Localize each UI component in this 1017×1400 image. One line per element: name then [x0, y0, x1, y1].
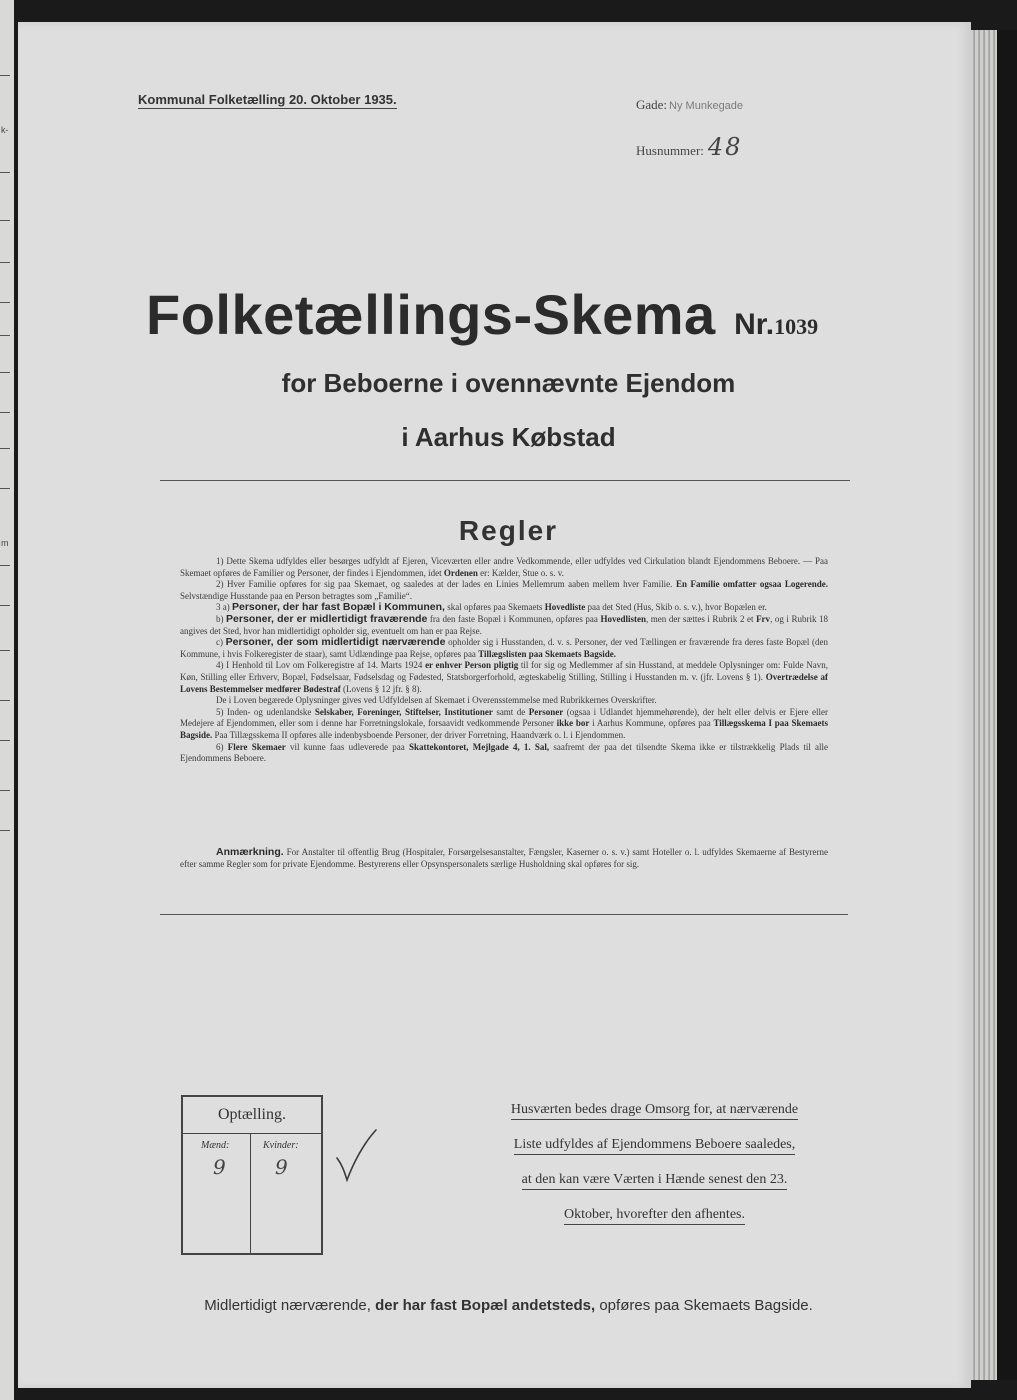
form-number	[734, 308, 818, 341]
margin-letter: k-	[1, 125, 9, 135]
form-subtitle: for Beboerne i ovennævnte Ejendom	[281, 368, 736, 398]
form-number-label: Nr.	[734, 308, 775, 341]
rule-4: 4) I Henhold til Lov om Folkeregistre af 14. Marts 1924 er enhver Person pligtig til for sig og Medlemmer af sin Husstand, at meddele Oplysninger om: Fulde Navn, Køn, Stilling eller Erhverv, Bopæl, Fødselsaar, Fødselsdag og Fødested, Statsborgerforhold, ægteskabelig Stilling, Stilling i Husstanden m. v. (jfr. Lovens § 1). Overtrædelse af Lovens Bestemmelser medfører Bødestraf (Lovens § 12 jfr. § 8).	[180, 660, 829, 694]
rule-3a: 3 a) Personer, der har fast Bopæl i Kommunen, skal opføres paa Skemaets Hovedliste paa det Sted (Hus, Skib o. s. v.), hvor Bopælen er.	[216, 601, 767, 614]
count-title: Optælling.	[183, 1097, 321, 1134]
notice-line: at den kan være Værten i Hænde senest den 23.	[522, 1172, 788, 1190]
street-value: Ny Munkegade	[669, 100, 744, 112]
men-count: 9	[213, 1155, 226, 1179]
check-mark-icon	[335, 1128, 379, 1184]
remark-label: Anmærkning.	[216, 846, 284, 858]
women-label: Kvinder:	[263, 1140, 299, 1151]
men-label: Mænd:	[201, 1140, 230, 1151]
remark-text: For Anstalter til offentlig Brug (Hospitaler, Forsørgelsesanstalter, Fængsler, Kaserner o. s. v.) samt Hoteller o. l. udfyldes Skemaerne af Bestyrerne efter samme Regler som for private Ejendomme. Bestyrerens eller Opsynspersonalets særlige Husholdning skal opføres for sig.	[180, 847, 829, 869]
house-number-value: 48	[707, 133, 743, 161]
form-number-value: 1039	[774, 314, 819, 339]
rule-2: 2) Hver Familie opføres for sig paa Skemaet, og saaledes at der lades en Linies Mellemrum aaben mellem hver Familie. En Familie omfatter ogsaa Logerende. Selvstændige Husstande paa en Person betragtes som „Familie“.	[180, 579, 828, 601]
census-date-line: Kommunal Folketælling 20. Oktober 1935.	[138, 92, 397, 107]
street-field	[636, 97, 743, 113]
rule-3b: b) Personer, der er midlertidigt fraværende fra den faste Bopæl i Kommunen, opføres paa Hovedlisten, men der sættes i Rubrik 2 et Frv, og i Rubrik 18 angives det Sted, hvor han midlertidigt opholder sig, eventuelt om han er paa Rejse.	[180, 612, 828, 636]
remark	[180, 847, 828, 870]
margin-letter: m	[1, 538, 9, 548]
rule-3c: c) Personer, der som midlertidigt nærværende opholder sig i Husstanden, d. v. s. Personer, der ved Tællingen er fraværende fra deres faste Bopæl (den Kommune, i hvis Folkeregister de staar), samt Udlændinge paa Rejse, opføres paa Tillægslisten paa Skemaets Bagside.	[180, 636, 829, 659]
previous-page-edge	[0, 0, 14, 1400]
landlord-notice	[482, 1102, 827, 1242]
rule-6: 6) Flere Skemaer vil kunne faas udleverede paa Skattekontoret, Mejlgade 4, 1. Sal, saafremt der paa det tilsendte Skema ikke er tilstrækkelig Plads til alle Ejendommens Beboere.	[180, 741, 829, 764]
divider	[160, 480, 850, 481]
rule-4b: De i Loven begærede Oplysninger gives ved Udfyldelsen af Skemaet i Overensstemmelse med Rubrikkernes Overskrifter.	[216, 695, 657, 706]
rules-text	[180, 556, 828, 765]
footer-note: Midlertidigt nærværende, der har fast Bopæl andetsteds, opføres paa Skemaets Bagside.	[204, 1297, 813, 1314]
rule-5: 5) Inden- og udenlandske Selskaber, Foreninger, Stiftelser, Institutioner samt de Personer (ogsaa i Udlandet hjemmehørende), der helt eller delvis er Ejere eller Medejere af Ejendommen, eller som i denne har Forretningslokale, forsaavidt vedkommende Personer ikke bor i Aarhus Kommune, opføres paa Tillægsskema I paa Skemaets Bagside. Paa Tillægsskema II opføres alle indenbysboende Personer, der driver Forretning, Haandværk o. l. i Ejendommen.	[180, 706, 829, 740]
form-title	[146, 282, 886, 347]
notice-line: Husværten bedes drage Omsorg for, at nærværende	[511, 1102, 798, 1120]
rule-1: 1) Dette Skema udfyldes eller besørges udfyldt af Ejeren, Viceværten eller andre Vedkommende, eller udfyldes ved Cirkulation blandt Ejendommens Beboere. — Paa Skemaet opføres de Familier og Personer, der findes i Ejendommen, idet Ordenen er: Kælder, Stue o. s. v.	[180, 556, 828, 578]
form-location: i Aarhus Købstad	[401, 422, 616, 452]
house-number-label: Husnummer:	[636, 143, 704, 158]
page-stack-edges	[971, 30, 997, 1380]
count-box	[181, 1095, 323, 1255]
divider	[160, 914, 848, 915]
street-label: Gade:	[636, 97, 668, 112]
rules-heading: Regler	[458, 515, 559, 546]
women-count: 9	[275, 1155, 288, 1179]
house-number-field	[636, 133, 742, 161]
form-title-text: Folketællings-Skema	[146, 283, 716, 346]
notice-line: Liste udfyldes af Ejendommens Beboere saaledes,	[514, 1137, 795, 1155]
notice-line: Oktober, hvorefter den afhentes.	[564, 1207, 745, 1225]
